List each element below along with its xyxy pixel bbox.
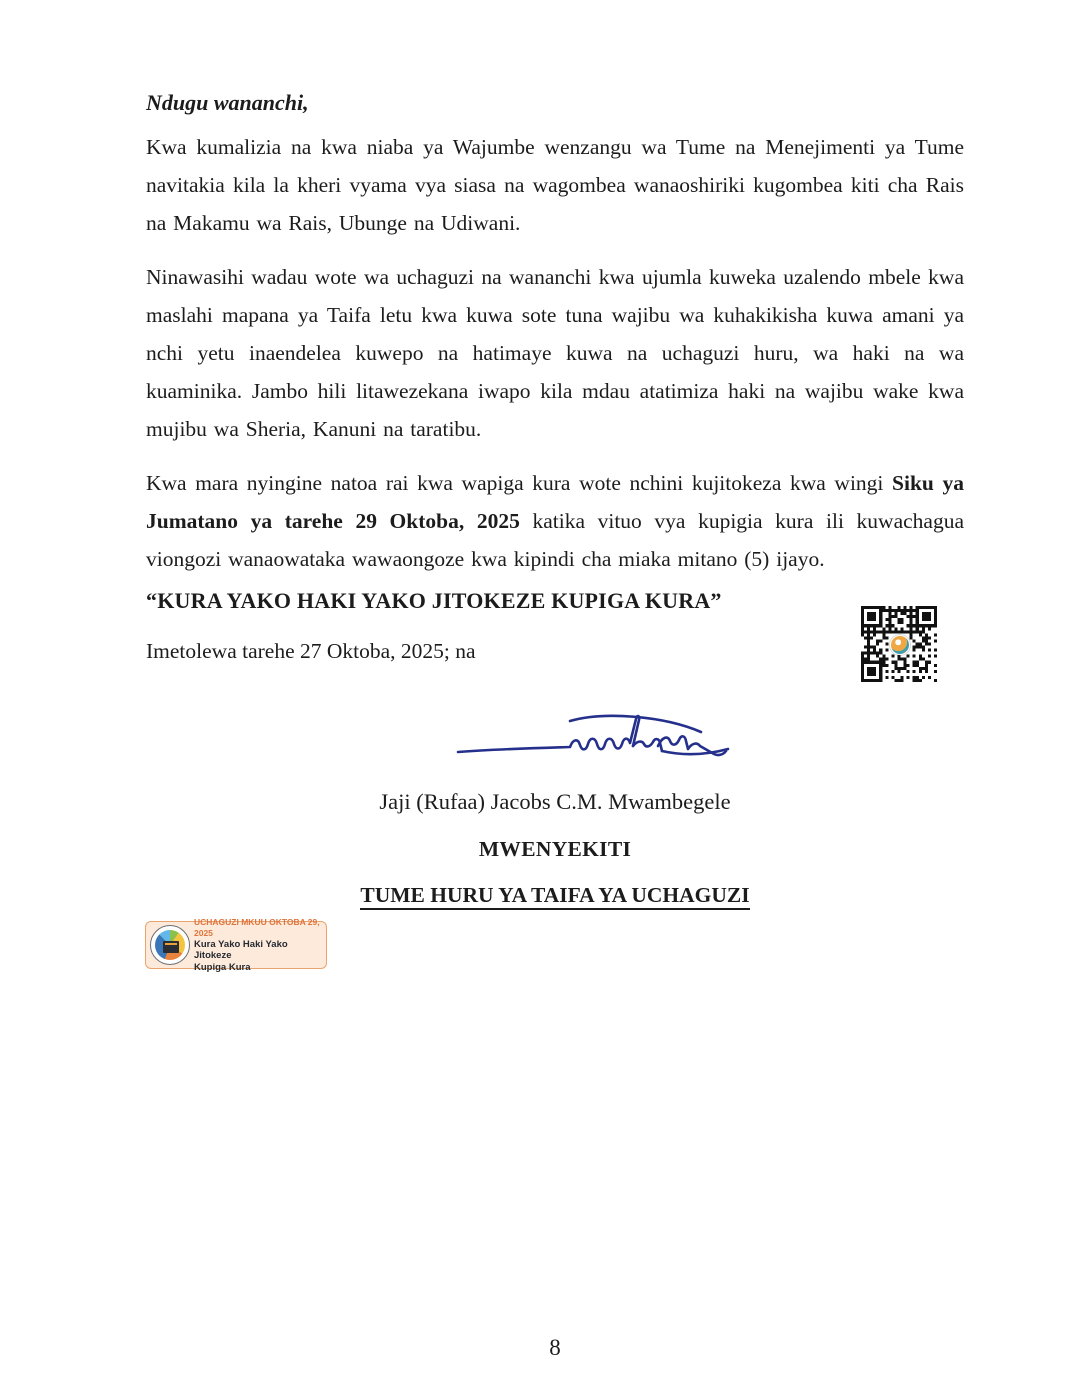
- handwritten-signature-icon: [452, 699, 748, 773]
- campaign-banner: [145, 916, 327, 973]
- ballot-box-icon: [163, 941, 179, 953]
- slogan-heading: “KURA YAKO HAKI YAKO JITOKEZE KUPIGA KURA”: [146, 588, 722, 613]
- paragraph-3-text-before: Kwa mara nyingine natoa rai kwa wapiga kura wote nchini kujitokeza kwa wingi: [146, 470, 893, 495]
- signatory-name: Jaji (Rufaa) Jacobs C.M. Mwambegele: [379, 788, 731, 814]
- salutation: Ndugu wananchi,: [146, 90, 309, 115]
- qr-center-logo-icon: [890, 635, 910, 655]
- signatory-title: MWENYEKITI: [478, 836, 632, 861]
- issued-date-line: Imetolewa tarehe 27 Oktoba, 2025; na: [146, 638, 476, 663]
- electoral-commission-seal-icon: [150, 925, 190, 965]
- paragraph-3-text-after: katika vituo vya kupigia kura ili kuwachagua viongozi wanaowataka wawaongoze kwa kipindi cha miaka mitano (5) ijayo.: [146, 508, 964, 571]
- page-number: 8: [549, 1335, 561, 1360]
- organization-name: [146, 883, 964, 908]
- ballot-slot: [165, 943, 177, 945]
- organization-name-text: TUME HURU YA TAIFA YA UCHAGUZI: [360, 883, 749, 910]
- paragraph-3: [146, 464, 964, 578]
- banner-headline: UCHAGUZI MKUU OKTOBA 29, 2025: [194, 916, 320, 938]
- paragraph-1: Kwa kumalizia na kwa niaba ya Wajumbe wenzangu wa Tume na Menejimenti ya Tume navitakia kila la kheri vyama vya siasa na wagombea wanaoshiriki kugombea kiti cha Rais na Makamu wa Rais, Ubunge na Udiwani.: [146, 134, 964, 235]
- paragraph-2: Ninawasihi wadau wote wa uchaguzi na wananchi kwa ujumla kuweka uzalendo mbele kwa maslahi mapana ya Taifa letu kwa kuwa sote tuna wajibu wa kuhakikisha kuwa amani ya nchi yetu inaendelea kuwepo na hatimaye kuwa na uchaguzi huru, wa haki na wa kuaminika. Jambo hili litawezekana iwapo kila mdau atatimiza haki na wajibu wake kwa mujibu wa Sheria, Kanuni na taratibu.: [146, 264, 964, 441]
- banner-text: [194, 917, 326, 974]
- banner-slogan-line-1: Kura Yako Haki Yako Jitokeze: [194, 938, 288, 962]
- election-date-bold-text: Siku ya Jumatano ya tarehe 29 Oktoba, 2025: [146, 470, 964, 533]
- banner-slogan-line-2: Kupiga Kura: [194, 961, 251, 973]
- qr-code-icon: [861, 606, 937, 682]
